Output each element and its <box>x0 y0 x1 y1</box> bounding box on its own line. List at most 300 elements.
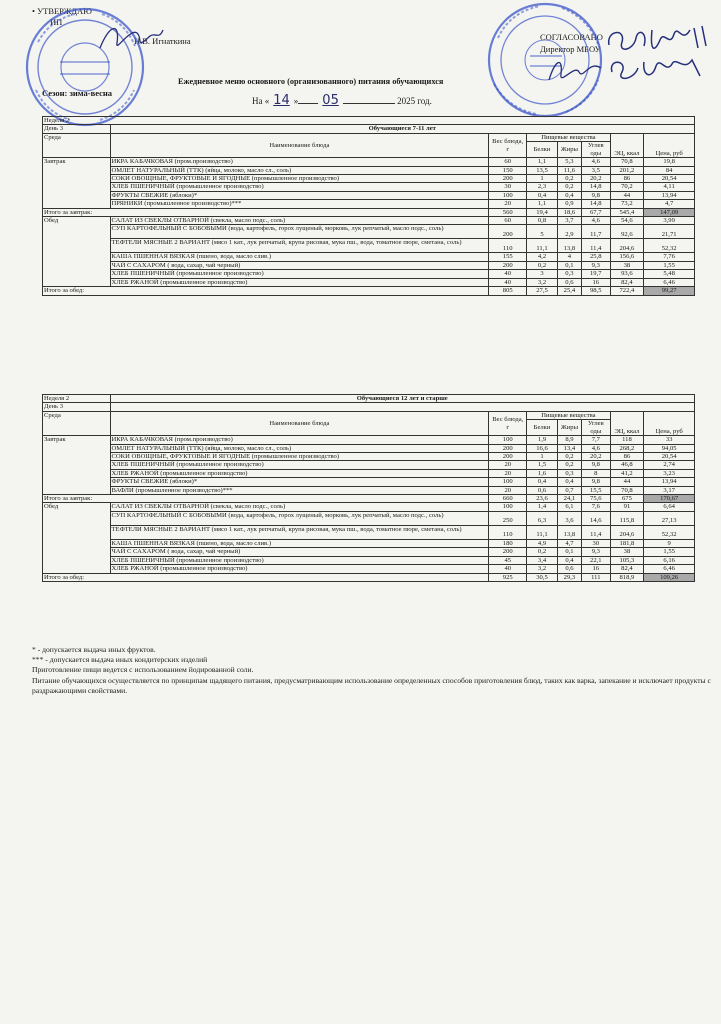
dish-energy: 181,8 <box>610 539 644 547</box>
dish-fat: 0,9 <box>557 200 581 208</box>
dish-carbs: 16 <box>582 278 610 286</box>
dish-energy: 82,4 <box>610 278 644 286</box>
footnote-confectionery: *** - допускается выдача иных кондитерских изделий <box>32 655 208 665</box>
dish-fat: 8,9 <box>557 436 581 444</box>
dish-price: 6,46 <box>644 565 695 573</box>
note-iodized-salt: Приготовление пищи ведется с использованием йодированной соли. <box>32 665 254 675</box>
dish-price: 6,16 <box>644 556 695 564</box>
dish-carbs: 20,2 <box>582 175 610 183</box>
dish-row <box>43 261 695 269</box>
dish-row <box>43 539 695 547</box>
meal-label: Обед <box>43 217 111 287</box>
dish-weight: 40 <box>489 270 527 278</box>
dish-name: ФРУКТЫ СВЕЖИЕ (яблоки)* <box>110 478 489 486</box>
lunch-total-row <box>43 573 695 581</box>
dish-energy: 44 <box>610 478 644 486</box>
dish-energy: 41,2 <box>610 469 644 477</box>
dish-protein: 1,4 <box>527 503 558 511</box>
approved-label: • УТВЕРЖДАЮ <box>32 6 92 16</box>
dish-row <box>43 166 695 174</box>
dish-fat: 0,1 <box>557 261 581 269</box>
dish-carbs: 25,8 <box>582 253 610 261</box>
dish-carbs: 15,5 <box>582 486 610 494</box>
dish-name: ХЛЕБ РЖАНОЙ (промышленное производство) <box>110 469 489 477</box>
dish-carbs: 19,7 <box>582 270 610 278</box>
dish-row <box>43 453 695 461</box>
season-label: Сезон: зима-весна <box>42 88 112 98</box>
total-protein: 19,4 <box>527 208 558 216</box>
dish-fat: 0,6 <box>557 278 581 286</box>
dish-name: СОКИ ОВОЩНЫЕ, ФРУКТОВЫЕ И ЯГОДНЫЕ (промышленное производство) <box>110 453 489 461</box>
total-fat: 24,1 <box>557 495 581 503</box>
dish-name: КАША ПШЕННАЯ ВЯЗКАЯ (пшено, вода, масло слив.) <box>110 253 489 261</box>
dish-protein: 1 <box>527 175 558 183</box>
dish-fat: 13,4 <box>557 444 581 452</box>
dish-protein: 1,1 <box>527 158 558 166</box>
dish-fat: 0,4 <box>557 478 581 486</box>
dish-price: 33 <box>644 436 695 444</box>
total-fat: 29,3 <box>557 573 581 581</box>
dish-name: ПРЯНИКИ (промышленное производство)*** <box>110 200 489 208</box>
dish-energy: 38 <box>610 261 644 269</box>
dish-weight: 200 <box>489 261 527 269</box>
dish-protein: 3 <box>527 270 558 278</box>
dish-name: ФРУКТЫ СВЕЖИЕ (яблоки)* <box>110 191 489 199</box>
dish-carbs: 14,8 <box>582 200 610 208</box>
dish-energy: 204,6 <box>610 239 644 253</box>
dish-fat: 0,7 <box>557 486 581 494</box>
dish-row <box>43 444 695 452</box>
dish-energy: 201,2 <box>610 166 644 174</box>
dish-protein: 5 <box>527 225 558 239</box>
dish-carbs: 9,8 <box>582 478 610 486</box>
dish-energy: 91 <box>610 503 644 511</box>
day-label: День 3 <box>43 403 111 411</box>
dish-energy: 105,3 <box>610 556 644 564</box>
signature-left <box>95 18 165 58</box>
dish-row <box>43 548 695 556</box>
dish-protein: 11,1 <box>527 525 558 539</box>
dish-price: 52,32 <box>644 525 695 539</box>
col-price: Цена, руб <box>644 133 695 157</box>
agreed-role: Директор МБОУ <box>540 44 601 54</box>
dish-weight: 100 <box>489 191 527 199</box>
dish-weight: 200 <box>489 444 527 452</box>
col-weight: Вес блюда, г <box>489 133 527 157</box>
total-price: 170,67 <box>644 495 695 503</box>
dish-price: 20,54 <box>644 175 695 183</box>
footnote-fruits: * - допускается выдача иных фруктов. <box>32 645 156 654</box>
weekday-label: Среда <box>43 133 111 157</box>
dish-price: 9 <box>644 539 695 547</box>
dish-carbs: 9,8 <box>582 461 610 469</box>
dish-fat: 2,9 <box>557 225 581 239</box>
dish-row <box>43 565 695 573</box>
dish-name: ТЕФТЕЛИ МЯСНЫЕ 2 ВАРИАНТ (мясо 1 кат., лук репчатый, крупа рисовая, мука пш., вода, томатное пюре, сметана, соль) <box>110 239 489 253</box>
breakfast-total-row <box>43 495 695 503</box>
col-price: Цена, руб <box>644 411 695 435</box>
dish-name: ВАФЛИ (промышленное производство)*** <box>110 486 489 494</box>
dish-name: САЛАТ ИЗ СВЕКЛЫ ОТВАРНОЙ (свекла, масло подс., соль) <box>110 217 489 225</box>
dish-price: 7,76 <box>644 253 695 261</box>
dish-row <box>43 556 695 564</box>
dish-name: ТЕФТЕЛИ МЯСНЫЕ 2 ВАРИАНТ (мясо 1 кат., лук репчатый, крупа рисовая, мука пш., вода, томатное пюре, сметана, соль) <box>110 525 489 539</box>
dish-name: СОКИ ОВОЩНЫЕ, ФРУКТОВЫЕ И ЯГОДНЫЕ (промышленное производство) <box>110 175 489 183</box>
dish-price: 94,05 <box>644 444 695 452</box>
total-carbs: 111 <box>582 573 610 581</box>
dish-weight: 20 <box>489 200 527 208</box>
dish-price: 6,64 <box>644 503 695 511</box>
total-weight: 560 <box>489 208 527 216</box>
dish-energy: 204,6 <box>610 525 644 539</box>
dish-energy: 70,8 <box>610 486 644 494</box>
signature-right <box>604 20 714 90</box>
dish-weight: 20 <box>489 486 527 494</box>
col-fat: Жиры <box>557 420 581 436</box>
dish-price: 52,32 <box>644 239 695 253</box>
dish-weight: 20 <box>489 461 527 469</box>
dish-weight: 40 <box>489 565 527 573</box>
dish-name: СУП КАРТОФЕЛЬНЫЙ С БОБОВЫМИ (вода, картофель, горох лущеный, морковь, лук репчатый, масло подс., соль) <box>110 225 489 239</box>
dish-energy: 82,4 <box>610 565 644 573</box>
dish-price: 1,55 <box>644 548 695 556</box>
dish-energy: 92,6 <box>610 225 644 239</box>
date-day: 14 <box>273 93 290 108</box>
dish-weight: 150 <box>489 166 527 174</box>
dish-carbs: 22,1 <box>582 556 610 564</box>
dish-weight: 100 <box>489 478 527 486</box>
dish-row <box>43 486 695 494</box>
dish-energy: 46,8 <box>610 461 644 469</box>
breakfast-total-row <box>43 208 695 216</box>
total-weight: 660 <box>489 495 527 503</box>
dish-weight: 180 <box>489 539 527 547</box>
dish-weight: 30 <box>489 183 527 191</box>
dish-weight: 110 <box>489 239 527 253</box>
day-label: День 3 <box>43 125 111 133</box>
menu-date: На « 14 » 05 2025 год. <box>252 93 432 108</box>
dish-name: ЧАЙ С САХАРОМ ( вода, сахар, чай черный) <box>110 261 489 269</box>
dish-energy: 73,2 <box>610 200 644 208</box>
col-carbs: Углев оды <box>582 142 610 158</box>
lunch-section <box>43 503 695 573</box>
dish-fat: 13,8 <box>557 239 581 253</box>
total-protein: 27,5 <box>527 287 558 295</box>
dish-name: САЛАТ ИЗ СВЕКЛЫ ОТВАРНОЙ (свекла, масло подс., соль) <box>110 503 489 511</box>
dish-name: КАША ПШЕННАЯ ВЯЗКАЯ (пшено, вода, масло слив.) <box>110 539 489 547</box>
dish-protein: 13,5 <box>527 166 558 174</box>
dish-price: 20,54 <box>644 453 695 461</box>
total-weight: 925 <box>489 573 527 581</box>
dish-carbs: 7,6 <box>582 503 610 511</box>
dish-name: ИКРА КАБАЧКОВАЯ (пром.производство) <box>110 436 489 444</box>
dish-energy: 86 <box>610 453 644 461</box>
dish-weight: 45 <box>489 556 527 564</box>
weekday-label: Среда <box>43 411 111 435</box>
dish-energy: 38 <box>610 548 644 556</box>
dish-carbs: 14,6 <box>582 511 610 525</box>
dish-price: 3,23 <box>644 469 695 477</box>
signature-agreed <box>545 50 605 90</box>
approver-name: Н.В. Игнаткина <box>134 36 191 46</box>
col-nutrients: Пищевые вещества <box>527 133 610 141</box>
dish-protein: 1,6 <box>527 469 558 477</box>
col-carbs: Углев оды <box>582 420 610 436</box>
col-weight: Вес блюда, г <box>489 411 527 435</box>
dish-fat: 0,2 <box>557 453 581 461</box>
dish-protein: 4,2 <box>527 253 558 261</box>
dish-protein: 1,5 <box>527 461 558 469</box>
dish-carbs: 3,5 <box>582 166 610 174</box>
dish-carbs: 20,2 <box>582 453 610 461</box>
total-price: 99,27 <box>644 287 695 295</box>
dish-protein: 6,3 <box>527 511 558 525</box>
dish-carbs: 14,8 <box>582 183 610 191</box>
dish-energy: 70,8 <box>610 158 644 166</box>
dish-name: ЧАЙ С САХАРОМ ( вода, сахар, чай черный) <box>110 548 489 556</box>
dish-carbs: 11,4 <box>582 525 610 539</box>
age-group-title: Обучающиеся 7-11 лет <box>110 125 694 133</box>
dish-carbs: 9,3 <box>582 261 610 269</box>
total-carbs: 98,5 <box>582 287 610 295</box>
dish-weight: 110 <box>489 525 527 539</box>
dish-energy: 156,6 <box>610 253 644 261</box>
dish-name: ИКРА КАБАЧКОВАЯ (пром.производство) <box>110 158 489 166</box>
total-energy: 545,4 <box>610 208 644 216</box>
dish-row <box>43 461 695 469</box>
dish-price: 4,11 <box>644 183 695 191</box>
dish-carbs: 11,7 <box>582 225 610 239</box>
footnotes <box>32 645 712 696</box>
dish-name: ОМЛЕТ НАТУРАЛЬНЫЙ (ТТК) (яйца, молоко, масло сл., соль) <box>110 166 489 174</box>
agreed-label: СОГЛАСОВАНО <box>540 32 603 42</box>
dish-price: 13,94 <box>644 478 695 486</box>
col-fat: Жиры <box>557 142 581 158</box>
dish-protein: 0,6 <box>527 486 558 494</box>
total-carbs: 75,6 <box>582 495 610 503</box>
total-label: Итого за завтрак: <box>43 208 489 216</box>
dish-protein: 4,9 <box>527 539 558 547</box>
total-price: 109,26 <box>644 573 695 581</box>
dish-carbs: 9,3 <box>582 548 610 556</box>
dish-fat: 3,7 <box>557 217 581 225</box>
dish-protein: 0,8 <box>527 217 558 225</box>
total-carbs: 67,7 <box>582 208 610 216</box>
dish-name: ХЛЕБ РЖАНОЙ (промышленное производство) <box>110 565 489 573</box>
dish-weight: 250 <box>489 511 527 525</box>
dish-protein: 1,1 <box>527 200 558 208</box>
dish-row <box>43 239 695 253</box>
meal-label: Завтрак <box>43 158 111 208</box>
col-protein: Белки <box>527 420 558 436</box>
dish-energy: 44 <box>610 191 644 199</box>
approver-role: ИП <box>50 17 63 27</box>
dish-row <box>43 253 695 261</box>
dish-price: 13,94 <box>644 191 695 199</box>
dish-fat: 0,2 <box>557 183 581 191</box>
col-dish-name: Наименование блюда <box>110 133 489 157</box>
col-protein: Белки <box>527 142 558 158</box>
dish-weight: 40 <box>489 278 527 286</box>
dish-carbs: 16 <box>582 565 610 573</box>
dish-price: 5,48 <box>644 270 695 278</box>
dish-carbs: 4,6 <box>582 217 610 225</box>
week-label: Неделя 2 <box>43 117 695 125</box>
menu-table-12-plus <box>42 394 695 582</box>
dish-energy: 86 <box>610 175 644 183</box>
dish-energy: 118 <box>610 436 644 444</box>
dish-weight: 100 <box>489 436 527 444</box>
dish-fat: 0,6 <box>557 565 581 573</box>
age-group-title: Обучающиеся 12 лет и старше <box>110 395 694 403</box>
week-label: Неделя 2 <box>43 395 111 403</box>
total-label: Итого за обед: <box>43 287 489 295</box>
dish-protein: 0,2 <box>527 261 558 269</box>
dish-fat: 6,1 <box>557 503 581 511</box>
dish-row <box>43 158 695 166</box>
dish-carbs: 4,6 <box>582 158 610 166</box>
total-energy: 675 <box>610 495 644 503</box>
total-protein: 23,6 <box>527 495 558 503</box>
dish-weight: 60 <box>489 217 527 225</box>
menu-table-7-11 <box>42 116 695 296</box>
dish-name: ОМЛЕТ НАТУРАЛЬНЫЙ (ТТК) (яйца, молоко, масло сл., соль) <box>110 444 489 452</box>
dish-protein: 3,4 <box>527 556 558 564</box>
dish-name: ХЛЕБ ПШЕНИЧНЫЙ (промышленное производство) <box>110 461 489 469</box>
col-nutrients: Пищевые вещества <box>527 411 610 419</box>
dish-energy: 54,6 <box>610 217 644 225</box>
dish-carbs: 8 <box>582 469 610 477</box>
dish-protein: 0,4 <box>527 478 558 486</box>
dish-row <box>43 183 695 191</box>
breakfast-section <box>43 158 695 208</box>
dish-fat: 4,7 <box>557 539 581 547</box>
dish-row <box>43 511 695 525</box>
dish-carbs: 7,7 <box>582 436 610 444</box>
dish-protein: 0,4 <box>527 191 558 199</box>
dish-price: 4,7 <box>644 200 695 208</box>
dish-row <box>43 225 695 239</box>
dish-energy: 93,6 <box>610 270 644 278</box>
dish-fat: 0,3 <box>557 469 581 477</box>
dish-price: 2,74 <box>644 461 695 469</box>
dish-weight: 200 <box>489 175 527 183</box>
lunch-total-row <box>43 287 695 295</box>
dish-price: 84 <box>644 166 695 174</box>
note-sparing-diet: Питание обучающихся осуществляется по принципам щадящего питания, предусматривающим использование определенных способов приготовления блюд, таких как варка, запекание и исключает продукты с раздражающими свойствами. <box>32 675 711 695</box>
dish-fat: 0,2 <box>557 175 581 183</box>
dish-energy: 115,8 <box>610 511 644 525</box>
dish-carbs: 9,8 <box>582 191 610 199</box>
dish-protein: 1 <box>527 453 558 461</box>
dish-row <box>43 525 695 539</box>
dish-price: 27,13 <box>644 511 695 525</box>
dish-fat: 0,4 <box>557 191 581 199</box>
dish-row <box>43 175 695 183</box>
dish-price: 6,46 <box>644 278 695 286</box>
lunch-section <box>43 217 695 287</box>
dish-fat: 11,6 <box>557 166 581 174</box>
total-fat: 18,6 <box>557 208 581 216</box>
dish-name: ХЛЕБ РЖАНОЙ (промышленное производство) <box>110 278 489 286</box>
dish-price: 21,71 <box>644 225 695 239</box>
dish-fat: 13,8 <box>557 525 581 539</box>
dish-row <box>43 503 695 511</box>
dish-weight: 20 <box>489 469 527 477</box>
dish-weight: 155 <box>489 253 527 261</box>
total-protein: 30,5 <box>527 573 558 581</box>
dish-price: 3,17 <box>644 486 695 494</box>
meal-label: Завтрак <box>43 436 111 495</box>
dish-protein: 2,3 <box>527 183 558 191</box>
dish-price: 3,99 <box>644 217 695 225</box>
dish-row <box>43 469 695 477</box>
dish-weight: 200 <box>489 225 527 239</box>
dish-fat: 0,2 <box>557 461 581 469</box>
dish-energy: 70,2 <box>610 183 644 191</box>
dish-row <box>43 191 695 199</box>
total-label: Итого за обед: <box>43 573 489 581</box>
dish-protein: 3,2 <box>527 565 558 573</box>
dish-weight: 60 <box>489 158 527 166</box>
dish-name: ХЛЕБ ПШЕНИЧНЫЙ (промышленное производство) <box>110 556 489 564</box>
total-fat: 25,4 <box>557 287 581 295</box>
col-energy: ЭЦ, ккал <box>610 411 644 435</box>
dish-row <box>43 217 695 225</box>
dish-row <box>43 270 695 278</box>
meal-label: Обед <box>43 503 111 573</box>
dish-fat: 3,6 <box>557 511 581 525</box>
dish-protein: 3,2 <box>527 278 558 286</box>
breakfast-section <box>43 436 695 495</box>
dish-row <box>43 200 695 208</box>
dish-protein: 1,9 <box>527 436 558 444</box>
dish-fat: 5,3 <box>557 158 581 166</box>
total-weight: 805 <box>489 287 527 295</box>
total-energy: 722,4 <box>610 287 644 295</box>
document-title: Ежедневное меню основного (организованного) питания обучающихся <box>178 77 444 86</box>
total-energy: 818,9 <box>610 573 644 581</box>
dish-fat: 4 <box>557 253 581 261</box>
date-month: 05 <box>322 93 339 108</box>
dish-weight: 100 <box>489 503 527 511</box>
dish-protein: 11,1 <box>527 239 558 253</box>
dish-fat: 0,4 <box>557 556 581 564</box>
col-energy: ЭЦ, ккал <box>610 133 644 157</box>
dish-name: СУП КАРТОФЕЛЬНЫЙ С БОБОВЫМИ (вода, картофель, горох лущеный, морковь, лук репчатый, масло подс., соль) <box>110 511 489 525</box>
dish-protein: 16,6 <box>527 444 558 452</box>
col-dish-name: Наименование блюда <box>110 411 489 435</box>
total-price: 147,09 <box>644 208 695 216</box>
dish-price: 19,8 <box>644 158 695 166</box>
dish-carbs: 4,6 <box>582 444 610 452</box>
dish-row <box>43 436 695 444</box>
dish-fat: 0,1 <box>557 548 581 556</box>
dish-protein: 0,2 <box>527 548 558 556</box>
dish-weight: 200 <box>489 453 527 461</box>
dish-row <box>43 478 695 486</box>
dish-weight: 200 <box>489 548 527 556</box>
total-label: Итого за завтрак: <box>43 495 489 503</box>
dish-name: ХЛЕБ ПШЕНИЧНЫЙ (промышленное производство) <box>110 270 489 278</box>
dish-carbs: 11,4 <box>582 239 610 253</box>
dish-name: ХЛЕБ ПШЕНИЧНЫЙ (промышленное производство) <box>110 183 489 191</box>
dish-price: 1,55 <box>644 261 695 269</box>
dish-row <box>43 278 695 286</box>
dish-carbs: 30 <box>582 539 610 547</box>
dish-fat: 0,3 <box>557 270 581 278</box>
dish-energy: 268,2 <box>610 444 644 452</box>
